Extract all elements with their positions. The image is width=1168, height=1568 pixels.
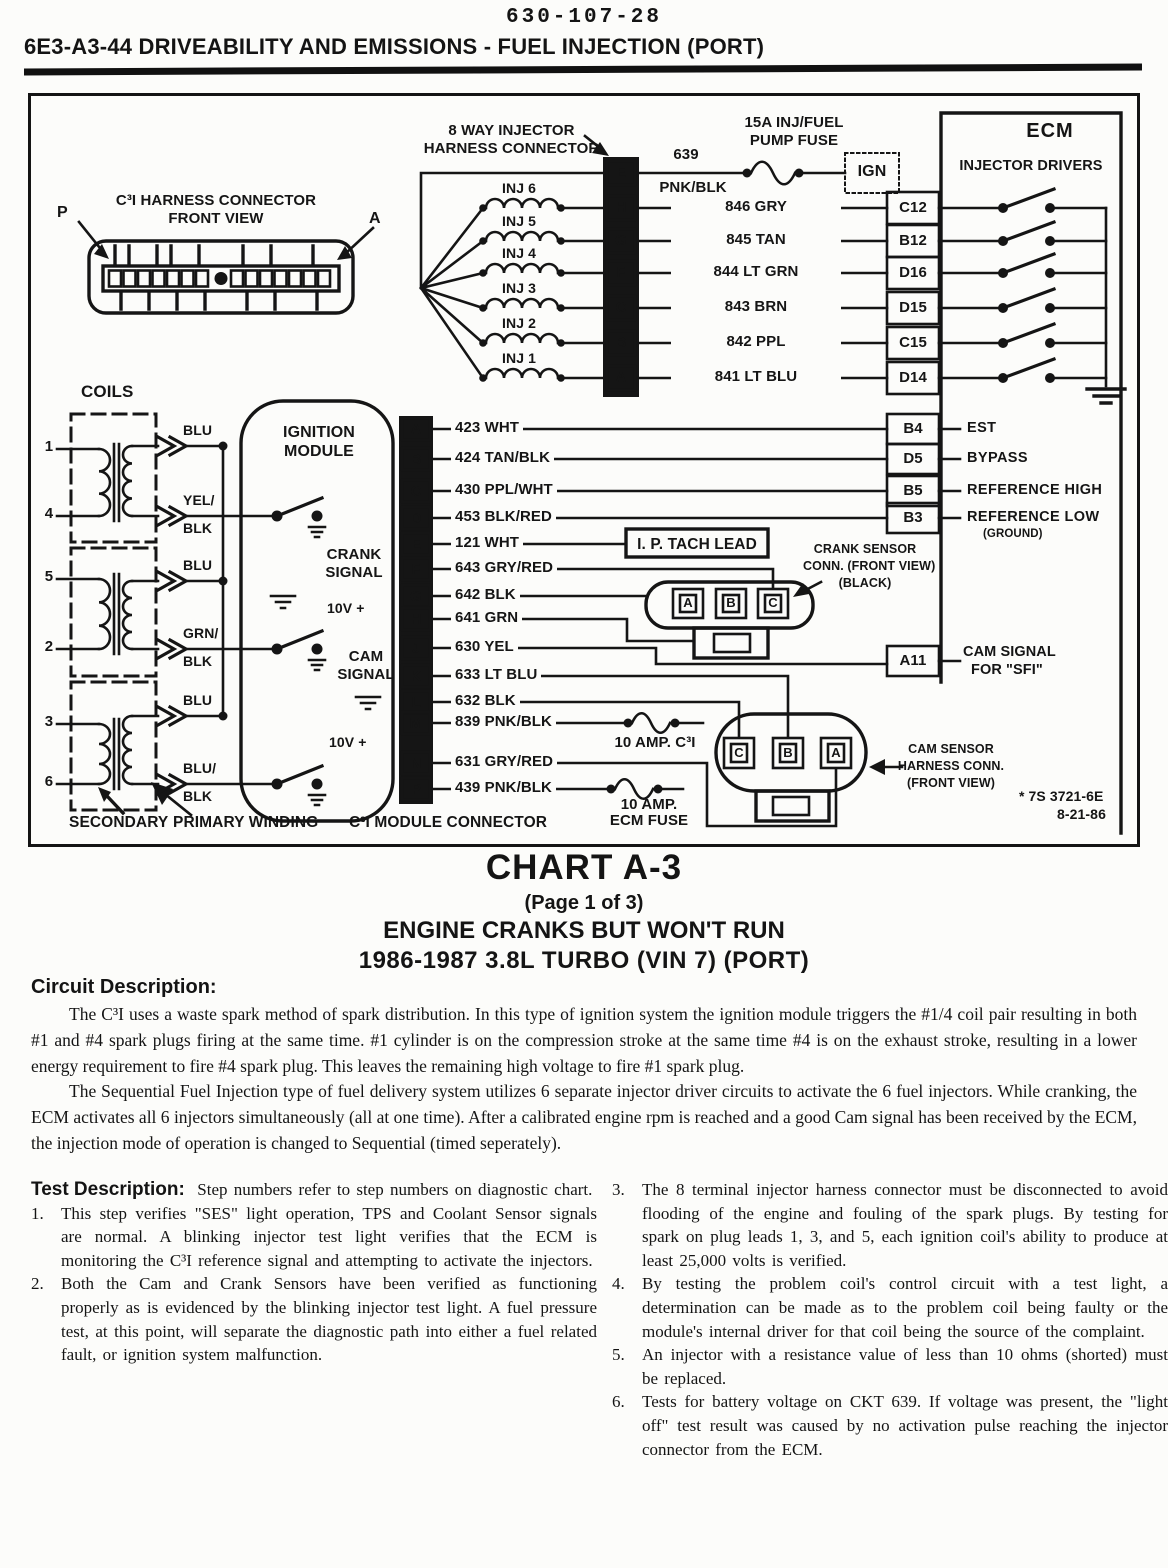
wire-label: 453 BLK/RED	[451, 508, 556, 525]
item-text: The 8 terminal injector harness connector must be disconnected to avoid flooding of the engine and fouling of the spark plugs. By testing for spark on plug leads 1, 3, and 5, each ignition coil's ability to produce at least 25,000 volts is verified.	[642, 1180, 1168, 1270]
ignition-module-label-2: MODULE	[284, 443, 354, 460]
cam-pin-letter: B	[783, 745, 793, 760]
test-description-left-column	[31, 1178, 597, 1367]
tach-lead-label: I. P. TACH LEAD	[637, 536, 757, 553]
ecm-pin-label: D16	[899, 264, 927, 281]
chart-subtitle-2: 1986-1987 3.8L TURBO (VIN 7) (PORT)	[358, 947, 810, 974]
wire-label: 424 TAN/BLK	[451, 449, 554, 466]
test-item-2	[31, 1272, 597, 1366]
item-text: Both the Cam and Crank Sensors have been verified as functioning properly as is evidenced by the blinking injector test light. A fuel pressure test, at this point, will separate the diagnostic path into either a fuel related fault, or ignition system malfunction.	[61, 1274, 597, 1365]
item-number: 3.	[612, 1180, 625, 1199]
cam-a11-label: CAM SIGNAL	[963, 644, 1056, 660]
ecm-pin-label: C15	[899, 334, 927, 351]
injector-drivers-label: INJECTOR DRIVERS	[959, 158, 1103, 174]
pin-letter: A	[615, 369, 627, 386]
coil-wire-label-2: BLK	[183, 788, 213, 804]
coil-wire-label: YEL/	[183, 492, 215, 508]
header-rule	[24, 64, 1142, 76]
wire-label: 121 WHT	[451, 534, 523, 551]
coil-wire-label-2: BLK	[183, 520, 213, 536]
wire-label: 843 BRN	[671, 298, 841, 315]
wire-label: 839 PNK/BLK	[451, 713, 556, 730]
coil-number: 6	[44, 773, 54, 790]
ecm-signal-label: BYPASS	[967, 450, 1028, 466]
pump-fuse-label: 15A INJ/FUEL	[744, 114, 844, 131]
pin-letter: P	[410, 781, 422, 798]
crank-pin-letter: A	[683, 595, 693, 610]
ecm-pin-label: D15	[899, 299, 927, 316]
chart-title: CHART A-3	[485, 848, 683, 887]
wire-label: 845 TAN	[671, 231, 841, 248]
injector-label: INJ 4	[502, 245, 536, 261]
chart-subtitle: ENGINE CRANKS BUT WON'T RUN	[383, 917, 785, 944]
item-number: 1.	[31, 1203, 44, 1223]
cam-a11-label-2: FOR "SFI"	[971, 662, 1043, 678]
pin-letter: F	[411, 561, 421, 578]
ecm-signal-label: REFERENCE HIGH	[967, 482, 1103, 498]
injector-connector-label: 8 WAY INJECTOR	[448, 122, 575, 139]
item-text: By testing the problem coil's control circuit with a test light, a determination can be made as to the problem coil being faulty or the module's internal driver for that coil being the source of the complaint.	[642, 1274, 1168, 1341]
wire-label: 846 GRY	[671, 198, 841, 215]
injector-label: INJ 1	[502, 350, 536, 366]
pin-letter: L	[411, 694, 421, 711]
pin-letter: E	[410, 536, 422, 553]
secondary-label: SECONDARY	[69, 814, 169, 831]
pin-letter: J	[411, 640, 421, 657]
doc-ref: * 7S 3721-6E	[1019, 788, 1104, 804]
crank-pin-letter: B	[726, 595, 736, 610]
coil-number: 5	[44, 568, 54, 585]
ecm-pin-label: B4	[903, 420, 923, 437]
test-item-5	[612, 1343, 1168, 1390]
ecm-signal-sub: (GROUND)	[983, 528, 1043, 540]
ckt-639-color-label: PNK/BLK	[659, 179, 727, 196]
module-connector-label: C³I MODULE CONNECTOR	[349, 814, 548, 831]
cam-pin-letter: C	[734, 745, 744, 760]
crank-sensor-label-3: (BLACK)	[838, 576, 892, 590]
coil-wire-label-2: BLK	[183, 653, 213, 669]
ecm-pin-label: B12	[899, 232, 927, 249]
wire-label: 641 GRN	[451, 609, 522, 626]
item-text: Tests for battery voltage on CKT 639. If voltage was present, the "light off" test result was caused by no activation pulse reaching the injector connector from the ECM.	[642, 1392, 1168, 1459]
chart-page: (Page 1 of 3)	[524, 892, 644, 914]
crank-signal-label: CRANK	[326, 546, 382, 563]
connector-pin-p: P	[57, 204, 68, 221]
cam-sensor-label-2: HARNESS CONN.	[897, 759, 1005, 773]
primary-winding-label: PRIMARY WINDING	[173, 814, 319, 831]
ecm-pin-label: B3	[903, 509, 923, 526]
wire-label: 633 LT BLU	[451, 666, 541, 683]
pump-fuse-label-2: PUMP FUSE	[749, 132, 839, 149]
circuit-description-heading: Circuit Description:	[31, 976, 217, 998]
coil-wire-label: BLU	[183, 692, 213, 708]
coil-wire-label: BLU	[183, 422, 213, 438]
crank-signal-label-2: SIGNAL	[325, 564, 383, 581]
test-item-3	[612, 1178, 1168, 1272]
injector-connector-label-2: HARNESS CONNECTOR	[423, 140, 600, 157]
ign-label: IGN	[857, 163, 887, 180]
cam-pin-letter: A	[831, 745, 841, 760]
pin-letter: D	[410, 510, 422, 527]
crank-sensor-label: CRANK SENSOR	[813, 542, 917, 556]
ecm-signal-label: EST	[967, 420, 997, 436]
ecm-signal-label: REFERENCE LOW	[967, 509, 1100, 525]
pin-letter: B	[410, 451, 422, 468]
pin-letter: E	[615, 164, 627, 181]
ckt-639-label: 639	[673, 146, 699, 163]
doc-ref-date: 8-21-86	[1057, 806, 1106, 822]
crank-pin-letter: C	[768, 595, 778, 610]
pin-letter: C	[615, 299, 627, 316]
wire-label: 423 WHT	[451, 419, 523, 436]
pin-letter: H	[615, 199, 627, 216]
c3i-connector-label-2: FRONT VIEW	[168, 210, 264, 227]
pin-letter: A	[410, 421, 422, 438]
wire-label: 439 PNK/BLK	[451, 779, 556, 796]
circuit-description	[31, 976, 1137, 1157]
test-item-4	[612, 1272, 1168, 1343]
coil-wire-label: BLU	[183, 557, 213, 573]
crank-sensor-label-2: CONN. (FRONT VIEW)	[803, 559, 936, 573]
item-number: 6.	[612, 1392, 625, 1412]
c3i-fuse-label: 10 AMP. C³I	[614, 734, 696, 751]
coils-label: COILS	[81, 382, 134, 401]
wire-label: 844 LT GRN	[671, 263, 841, 280]
pin-letter: C	[410, 483, 422, 500]
pin-letter: B	[615, 334, 627, 351]
item-number: 5.	[612, 1345, 625, 1365]
coil-wire-label: GRN/	[183, 625, 219, 641]
cam-signal-label: CAM	[348, 648, 384, 665]
wire-label: 643 GRY/RED	[451, 559, 557, 576]
ignition-module-label: IGNITION	[283, 424, 355, 441]
test-description-right-column	[612, 1178, 1168, 1461]
connector-pin-a: A	[369, 210, 381, 227]
ecm-title: ECM	[1026, 120, 1074, 142]
cam-signal-label-2: SIGNAL	[337, 666, 395, 683]
pin-letter: F	[616, 264, 626, 281]
c3i-connector-label: C³I HARNESS CONNECTOR	[115, 192, 317, 209]
wire-label: 630 YEL	[451, 638, 518, 655]
item-text: This step verifies "SES" light operation, TPS and Coolant Sensor signals are normal. A blinking injector test light verifies that the ECM is monitoring the C³I reference signal and attempting to activate the injectors.	[61, 1203, 597, 1270]
ecm-pin-label: B5	[903, 482, 923, 499]
ecm-pin-label: A11	[899, 652, 927, 669]
voltage-label-2: 10V +	[329, 734, 367, 750]
wire-label: 841 LT BLU	[671, 368, 841, 385]
coil-wire-label: BLU/	[183, 760, 217, 776]
wire-label: 430 PPL/WHT	[451, 481, 557, 498]
cam-sensor-label-3: (FRONT VIEW)	[907, 776, 995, 790]
item-text: An injector with a resistance value of less than 10 ohms (shorted) must be replaced.	[642, 1345, 1168, 1388]
test-item-6	[612, 1390, 1168, 1461]
injector-label: INJ 5	[502, 213, 536, 229]
voltage-label-1: 10V +	[327, 600, 365, 616]
ecm-fuse-label-2: ECM FUSE	[609, 812, 689, 829]
ecm-pin-label: C12	[899, 199, 927, 216]
injector-label: INJ 6	[502, 180, 536, 196]
pin-letter: H	[410, 611, 422, 628]
wire-label: 632 BLK	[451, 692, 520, 709]
item-number: 4.	[612, 1274, 625, 1294]
wire-label: 842 PPL	[671, 333, 841, 350]
ecm-fuse-label: 10 AMP.	[620, 796, 678, 813]
item-number: 2.	[31, 1274, 44, 1294]
cam-sensor-label: CAM SENSOR	[908, 742, 994, 756]
pin-letter: K	[410, 668, 422, 685]
diagram-layer	[31, 96, 1137, 844]
pin-letter: G	[410, 588, 422, 605]
doc-number: 630-107-28	[505, 6, 663, 29]
circuit-description-para2: The Sequential Fuel Injection type of fuel delivery system utilizes 6 separate injector driver circuits to activate the 6 fuel injectors. While cranking, the ECM activates all 6 injectors simultaneously (all at one time). After a calibrated engine rpm is reached and a good Cam signal has been received by the ECM, the injection mode of operation is changed to Sequential (timed seperately).	[31, 1081, 1137, 1153]
wire-label: 642 BLK	[451, 586, 520, 603]
ecm-pin-label: D5	[903, 450, 923, 467]
coil-number: 3	[44, 713, 54, 730]
coil-number: 4	[44, 505, 54, 522]
pin-letter: M	[409, 715, 423, 732]
injector-label: INJ 3	[502, 280, 536, 296]
coil-number: 2	[44, 638, 54, 655]
coil-number: 1	[44, 438, 54, 455]
pin-letter: N	[410, 755, 422, 772]
pin-letter: G	[615, 232, 627, 249]
test-description-intro: Step numbers refer to step numbers on diagnostic chart.	[197, 1180, 593, 1199]
circuit-description-para1: The C³I uses a waste spark method of spark distribution. In this type of ignition system the ignition module triggers the #1/4 coil pair resulting in both #1 and #4 spark plugs firing at the same time. #1 cylinder is on the compression stroke at the same time #4 is on the exhaust stroke, resulting in a lower energy requirement to fire #4 spark plug. This leaves the remaining high voltage to fire #1 spark plug.	[31, 1004, 1137, 1076]
wire-label: 631 GRY/RED	[451, 753, 557, 770]
injector-label: INJ 2	[502, 315, 536, 331]
test-description-heading: Test Description:	[31, 1179, 185, 1200]
test-item-1	[31, 1202, 597, 1273]
page-title: 6E3-A3-44 DRIVEABILITY AND EMISSIONS - FUEL INJECTION (PORT)	[24, 34, 765, 59]
wiring-diagram	[28, 93, 1140, 847]
ecm-pin-label: D14	[899, 369, 927, 386]
